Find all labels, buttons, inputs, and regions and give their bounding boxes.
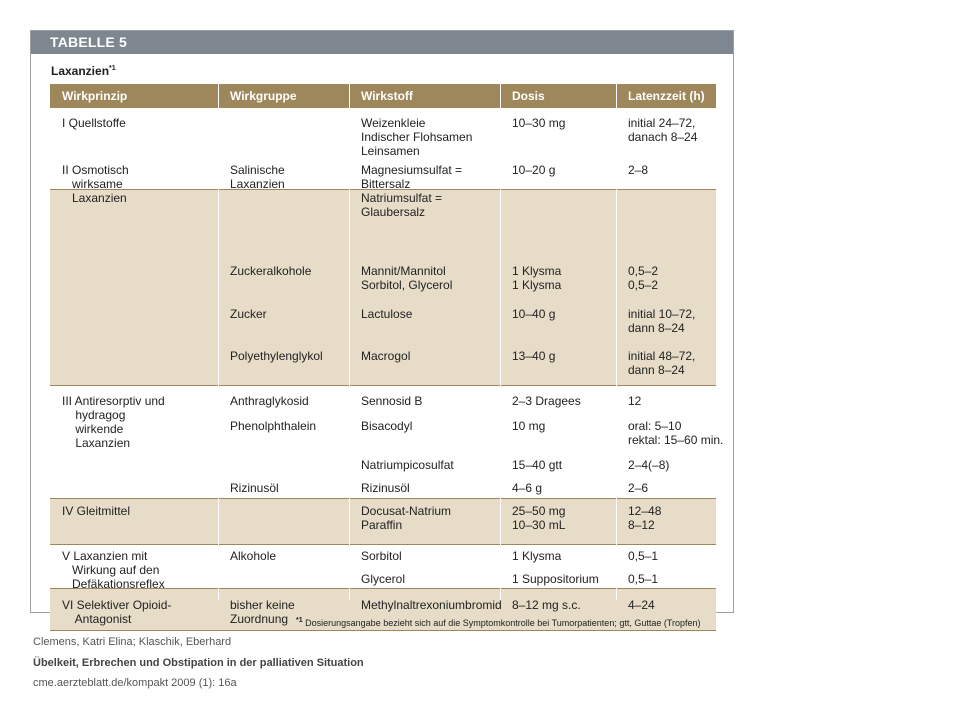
table-cell: Docusat-Natrium Paraffin bbox=[361, 504, 452, 532]
table-cell: Methylnaltrexoniumbromid bbox=[361, 598, 502, 612]
table-cell: VI Selektiver Opioid- Antagonist bbox=[62, 598, 172, 626]
table-cell: Bisacodyl bbox=[361, 419, 413, 433]
table-cell: 12 bbox=[628, 394, 642, 408]
table-cell: V Laxanzien mit Wirkung auf den Defäkationsreflex bbox=[62, 549, 165, 591]
table-cell: 10–20 g bbox=[512, 163, 556, 177]
table-cell: 2–8 bbox=[628, 163, 649, 177]
table-cell: 10 mg bbox=[512, 419, 546, 433]
table-cell: oral: 5–10 rektal: 15–60 min. bbox=[628, 419, 724, 447]
table-cell: 2–3 Dragees bbox=[512, 394, 581, 408]
table-title-text: Laxanzien bbox=[51, 64, 110, 78]
column-header: Latenzzeit (h) bbox=[616, 84, 716, 108]
table-cell: 10–40 g bbox=[512, 307, 556, 321]
table-cell: Alkohole bbox=[230, 549, 277, 563]
table-cell: 4–24 bbox=[628, 598, 655, 612]
table-cell: 2–4(–8) bbox=[628, 458, 670, 472]
table-cell: bisher keine Zuordnung bbox=[230, 598, 295, 626]
table-cell: Phenolphthalein bbox=[230, 419, 317, 433]
citation-authors: Clemens, Katri Elina; Klaschik, Eberhard bbox=[33, 636, 232, 648]
table-cell: IV Gleitmittel bbox=[62, 504, 131, 518]
table-cell: Natriumpicosulfat bbox=[361, 458, 454, 472]
citation-source: cme.aerzteblatt.de/kompakt 2009 (1): 16a bbox=[33, 677, 237, 689]
table-cell: I Quellstoffe bbox=[62, 116, 126, 130]
table-cell: Sorbitol bbox=[361, 549, 402, 563]
table-cell: 0,5–2 0,5–2 bbox=[628, 264, 659, 292]
table-cell: Weizenkleie Indischer Flohsamen Leinsamen bbox=[361, 116, 473, 158]
table-cell: Glycerol bbox=[361, 572, 406, 586]
table-cell: 8–12 mg s.c. bbox=[512, 598, 581, 612]
footnote-mark: *1 bbox=[296, 617, 303, 624]
column-header: Wirkprinzip bbox=[50, 84, 218, 108]
column-divider bbox=[349, 84, 350, 600]
column-header: Wirkgruppe bbox=[218, 84, 349, 108]
column-divider bbox=[616, 84, 617, 600]
table-cell: 1 Suppositorium bbox=[512, 572, 599, 586]
table-cell: II Osmotisch wirksame Laxanzien bbox=[62, 163, 129, 205]
table-title bbox=[51, 64, 116, 78]
table-cell: Salinische Laxanzien bbox=[230, 163, 285, 191]
table-cell: 2–6 bbox=[628, 481, 649, 495]
table-cell: initial 48–72, dann 8–24 bbox=[628, 349, 696, 377]
footnote-text: Dosierungsangabe bezieht sich auf die Symptomkontrolle bei Tumorpatienten; gtt, Guttae (Tropfen) bbox=[305, 618, 701, 628]
table-cell: Magnesiumsulfat = Bittersalz Natriumsulfat = Glaubersalz bbox=[361, 163, 463, 219]
table-footnote bbox=[296, 617, 701, 628]
citation-title: Übelkeit, Erbrechen und Obstipation in der palliativen Situation bbox=[33, 657, 364, 669]
table-cell: Lactulose bbox=[361, 307, 413, 321]
table-cell: Polyethylenglykol bbox=[230, 349, 323, 363]
table-cell: 0,5–1 bbox=[628, 549, 659, 563]
table-cell: 15–40 gtt bbox=[512, 458, 563, 472]
table-cell: Rizinusöl bbox=[230, 481, 279, 495]
table-cell: 12–48 8–12 bbox=[628, 504, 662, 532]
table-cell: 10–30 mg bbox=[512, 116, 566, 130]
table-cell: Zuckeralkohole bbox=[230, 264, 312, 278]
column-header: Wirkstoff bbox=[349, 84, 500, 108]
table-cell: Sennosid B bbox=[361, 394, 423, 408]
group-divider bbox=[50, 630, 716, 631]
column-divider bbox=[218, 84, 219, 600]
table-cell: 1 Klysma 1 Klysma bbox=[512, 264, 562, 292]
table-cell: 25–50 mg 10–30 mL bbox=[512, 504, 566, 532]
table-cell: 0,5–1 bbox=[628, 572, 659, 586]
column-header: Dosis bbox=[500, 84, 616, 108]
column-divider bbox=[500, 84, 501, 600]
table-cell: initial 10–72, dann 8–24 bbox=[628, 307, 696, 335]
table-title-note: *1 bbox=[109, 65, 116, 72]
table-cell: 1 Klysma bbox=[512, 549, 562, 563]
table-cell: Macrogol bbox=[361, 349, 411, 363]
table-label: TABELLE 5 bbox=[31, 31, 733, 54]
table-cell: Rizinusöl bbox=[361, 481, 410, 495]
table-cell: III Antiresorptiv und hydragog wirkende Laxanzien bbox=[62, 394, 165, 450]
table-cell: 4–6 g bbox=[512, 481, 543, 495]
table-cell: 13–40 g bbox=[512, 349, 556, 363]
table-cell: Zucker bbox=[230, 307, 267, 321]
table-cell: initial 24–72, danach 8–24 bbox=[628, 116, 698, 144]
table-cell: Mannit/Mannitol Sorbitol, Glycerol bbox=[361, 264, 453, 292]
table-cell: Anthraglykosid bbox=[230, 394, 309, 408]
